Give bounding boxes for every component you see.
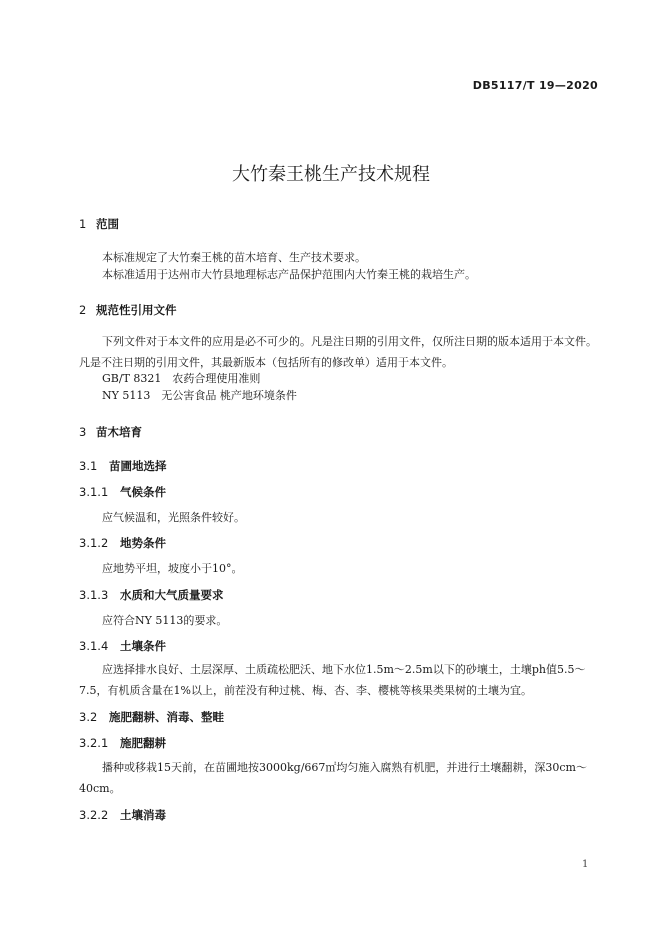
reference-item: NY 5113 无公害食品 桃产地环境条件	[102, 389, 297, 402]
section-title: 土壤条件	[120, 639, 166, 653]
section-number: 3.2.2	[79, 808, 109, 822]
section-number: 3.1.4	[79, 639, 109, 653]
section-3-heading	[79, 424, 142, 440]
section-number: 1	[79, 217, 87, 231]
paragraph: 应气候温和，光照条件较好。	[102, 511, 245, 524]
page-number: 1	[582, 859, 589, 870]
section-1-heading	[79, 216, 119, 232]
subsection-3-2-1-heading	[79, 735, 166, 751]
section-title: 范围	[96, 217, 119, 231]
section-title: 气候条件	[120, 485, 166, 499]
paragraph: 下列文件对于本文件的应用是必不可少的。凡是注日期的引用文件，仅所注日期的版本适用于本文件。凡是不注日期的引用文件，其最新版本（包括所有的修改单）适用于本文件。	[79, 335, 597, 369]
paragraph: 应选择排水良好、土层深厚、土质疏松肥沃、地下水位1.5m～2.5m以下的砂壤土，土壤ph值5.5～7.5，有机质含量在1%以上，前茬没有种过桃、梅、杏、李、樱桃等核果类果树的土壤为宜。	[79, 663, 586, 697]
paragraph: 应符合NY 5113的要求。	[102, 614, 228, 627]
subsection-3-1-heading	[79, 458, 167, 474]
paragraph: 播种或移栽15天前，在苗圃地按3000kg/667㎡均匀施入腐熟有机肥，并进行土壤翻耕，深30cm～40cm。	[79, 761, 587, 795]
section-title: 苗木培育	[96, 425, 142, 439]
section-2-heading	[79, 302, 177, 318]
section-number: 2	[79, 303, 87, 317]
section-title: 施肥翻耕、消毒、整畦	[109, 710, 224, 724]
section-title: 土壤消毒	[120, 808, 166, 822]
section-title: 苗圃地选择	[109, 459, 167, 473]
section-number: 3.1.3	[79, 588, 109, 602]
reference-item: GB/T 8321 农药合理使用准则	[102, 372, 261, 385]
section-number: 3	[79, 425, 87, 439]
standard-code: DB5117/T 19—2020	[472, 79, 598, 92]
section-title: 地势条件	[120, 536, 166, 550]
section-title: 水质和大气质量要求	[120, 588, 224, 602]
paragraph: 本标准规定了大竹秦王桃的苗木培育、生产技术要求。	[102, 251, 366, 264]
subsection-3-2-heading	[79, 709, 224, 725]
paragraph: 应地势平坦，坡度小于10°。	[102, 562, 243, 575]
subsection-3-2-2-heading	[79, 807, 166, 823]
subsection-3-1-3-heading	[79, 587, 224, 603]
section-number: 3.1.1	[79, 485, 109, 499]
document-title: 大竹秦王桃生产技术规程	[232, 164, 430, 185]
section-number: 3.2	[79, 710, 98, 724]
subsection-3-1-4-heading	[79, 638, 166, 654]
section-number: 3.2.1	[79, 736, 109, 750]
section-number: 3.1	[79, 459, 98, 473]
subsection-3-1-1-heading	[79, 484, 166, 500]
paragraph: 本标准适用于达州市大竹县地理标志产品保护范围内大竹秦王桃的栽培生产。	[102, 268, 476, 281]
subsection-3-1-2-heading	[79, 535, 166, 551]
section-title: 施肥翻耕	[120, 736, 166, 750]
section-title: 规范性引用文件	[96, 303, 177, 317]
section-number: 3.1.2	[79, 536, 109, 550]
